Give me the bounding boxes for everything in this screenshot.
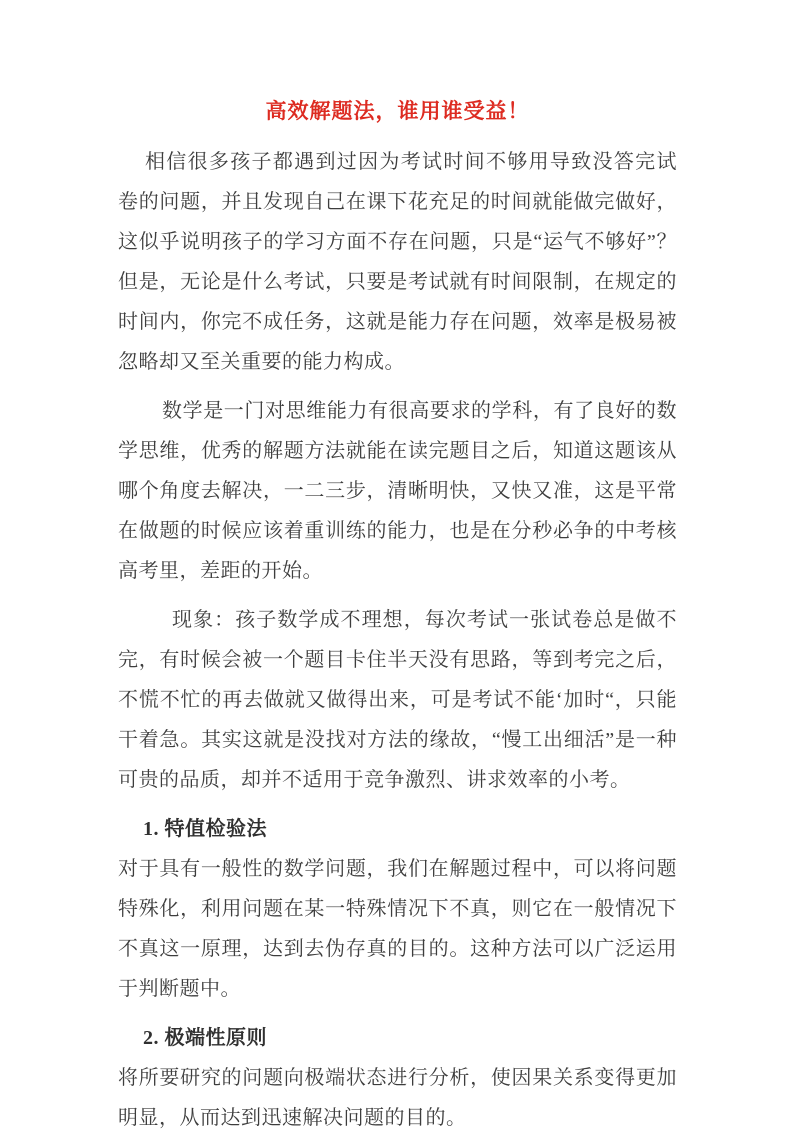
paragraph-intro: 相信很多孩子都遇到过因为考试时间不够用导致没答完试卷的问题，并且发现自己在课下花充足的时间就能做完做好，这似乎说明孩子的学习方面不存在问题，只是“运气不够好”？但是，无论是什么考试，只要是考试就有时间限制，在规定的时间内，你完不成任务，这就是能力存在问题，效率是极易被忽略却又至关重要的能力构成。 (118, 151, 677, 373)
paragraph-extremity-principle: 将所要研究的问题向极端状态进行分析，使因果关系变得更加明显，从而达到迅速解决问题的目的。 (118, 1067, 677, 1129)
page-title (118, 96, 677, 126)
page-title-text: 高效解题法，谁用谁受益！ (265, 99, 530, 123)
heading-special-value-method: 1. 特值检验法 (143, 818, 267, 840)
paragraph-math-thinking: 数学是一门对思维能力有很高要求的学科，有了良好的数学思维，优秀的解题方法就能在读完题目之后，知道这题该从哪个角度去解决，一二三步，清晰明快，又快又准，这是平常在做题的时候应该着重训练的能力，也是在分秒必争的中考核高考里，差距的开始。 (118, 400, 677, 582)
paragraph-special-value-method: 对于具有一般性的数学问题，我们在解题过程中，可以将问题特殊化，利用问题在某一特殊情况下不真，则它在一般情况下不真这一原理，达到去伪存真的目的。这种方法可以广泛运用于判断题中。 (118, 858, 677, 1000)
heading-extremity-principle: 2. 极端性原则 (143, 1027, 267, 1049)
paragraph-phenomenon: 现象：孩子数学成不理想，每次考试一张试卷总是做不完，有时候会被一个题目卡住半天没有思路，等到考完之后，不慌不忙的再去做就又做得出来，可是考试不能‘加时“，只能干着急。其实这就是没找对方法的缘故，“慢工出细活”是一种可贵的品质，却并不适用于竞争激烈、讲求效率的小考。 (118, 609, 677, 791)
